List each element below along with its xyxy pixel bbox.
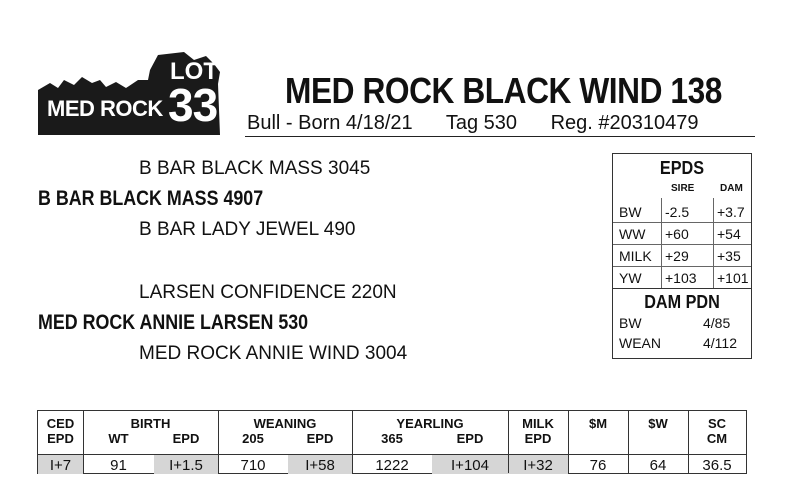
dam-pdn-label: WEAN [619, 335, 661, 351]
value-weaning-205: 710 [240, 457, 266, 474]
value-yearling-365: 1222 [375, 457, 409, 474]
tag-number: Tag 530 [445, 112, 518, 134]
epd-dam-value: +35 [717, 248, 741, 264]
header-rule [38, 454, 746, 455]
header-sc: SC [707, 416, 727, 431]
header-weaning-205: 205 [242, 431, 264, 446]
value-ced-epd: I+7 [49, 457, 72, 474]
dam-pdn-title: DAM PDN [644, 292, 720, 312]
header-birth: BIRTH [130, 416, 171, 431]
header-birth-wt: WT [108, 431, 129, 446]
epd-label: MILK [619, 248, 652, 264]
epd-label: BW [619, 204, 642, 220]
epds-col-sire: SIRE [671, 183, 695, 194]
value-yearling-epd: I+104 [451, 457, 489, 474]
dam-pdn-label: BW [619, 315, 642, 331]
epds-col-dam: DAM [720, 183, 743, 194]
animal-subtitle [247, 112, 727, 135]
epds-title: EPDS [659, 158, 705, 178]
logo-lot-label: LOT [170, 58, 218, 85]
pedigree-dam-dam: MED ROCK ANNIE WIND 3004 [139, 343, 408, 364]
header-birth-epd: EPD [172, 431, 200, 446]
epd-label: WW [619, 226, 646, 242]
value-sc-cm: 36.5 [702, 457, 732, 474]
header-sc-cm: CM [706, 431, 728, 446]
dam-pdn-value: 4/85 [703, 315, 731, 331]
performance-table [37, 410, 747, 474]
dam-pdn-rule [613, 288, 751, 289]
header-sw: $W [648, 416, 668, 431]
dam-pdn-value: 4/112 [703, 335, 737, 351]
header-ced: CED [46, 416, 75, 431]
logo-lot-number: 33 [168, 79, 218, 131]
header-yearling-epd: EPD [456, 431, 484, 446]
header-milk-epd: EPD [524, 431, 552, 446]
pedigree-sire: B BAR BLACK MASS 4907 [38, 187, 264, 210]
subtitle-rule [245, 136, 755, 137]
header-weaning: WEANING [253, 416, 317, 431]
logo-ranch-name: MED ROCK [47, 96, 163, 121]
value-weaning-epd: I+58 [305, 457, 335, 474]
epd-sire-value: -2.5 [665, 204, 690, 220]
epd-row-milk [613, 245, 751, 267]
epd-dam-value: +54 [717, 226, 741, 242]
header-yearling-365: 365 [381, 431, 403, 446]
epd-row-yw [613, 267, 751, 289]
epd-box [612, 153, 752, 359]
pedigree-dam: MED ROCK ANNIE LARSEN 530 [38, 311, 309, 334]
epd-row-bw [613, 201, 751, 223]
animal-name: MED ROCK BLACK WIND 138 [285, 70, 722, 111]
epd-label: YW [619, 270, 642, 286]
dam-pdn-row-wean [613, 332, 751, 354]
epd-sire-value: +60 [665, 226, 689, 242]
type-born: Bull - Born 4/18/21 [247, 112, 413, 134]
epd-sire-value: +29 [665, 248, 689, 264]
value-sm: 76 [589, 457, 607, 474]
pedigree-dam-sire: LARSEN CONFIDENCE 220N [139, 282, 397, 303]
epd-row-ww [613, 223, 751, 245]
pedigree-sire-dam: B BAR LADY JEWEL 490 [139, 219, 356, 240]
pedigree-sire-sire: B BAR BLACK MASS 3045 [139, 158, 371, 179]
header-yearling: YEARLING [396, 416, 464, 431]
epd-sire-value: +103 [665, 270, 697, 286]
header-sm: $M [588, 416, 608, 431]
header-weaning-epd: EPD [306, 431, 334, 446]
epd-dam-value: +101 [717, 270, 749, 286]
dam-pdn-row-bw [613, 312, 751, 334]
header-milk: MILK [522, 416, 554, 431]
registration-number: Reg. #20310479 [550, 112, 699, 134]
epd-dam-value: +3.7 [717, 204, 745, 220]
value-birth-wt: 91 [110, 457, 127, 474]
header-ced-epd: EPD [47, 431, 74, 446]
value-birth-epd: I+1.5 [169, 457, 203, 474]
value-milk-epd: I+32 [523, 457, 553, 474]
value-sw: 64 [649, 457, 667, 474]
